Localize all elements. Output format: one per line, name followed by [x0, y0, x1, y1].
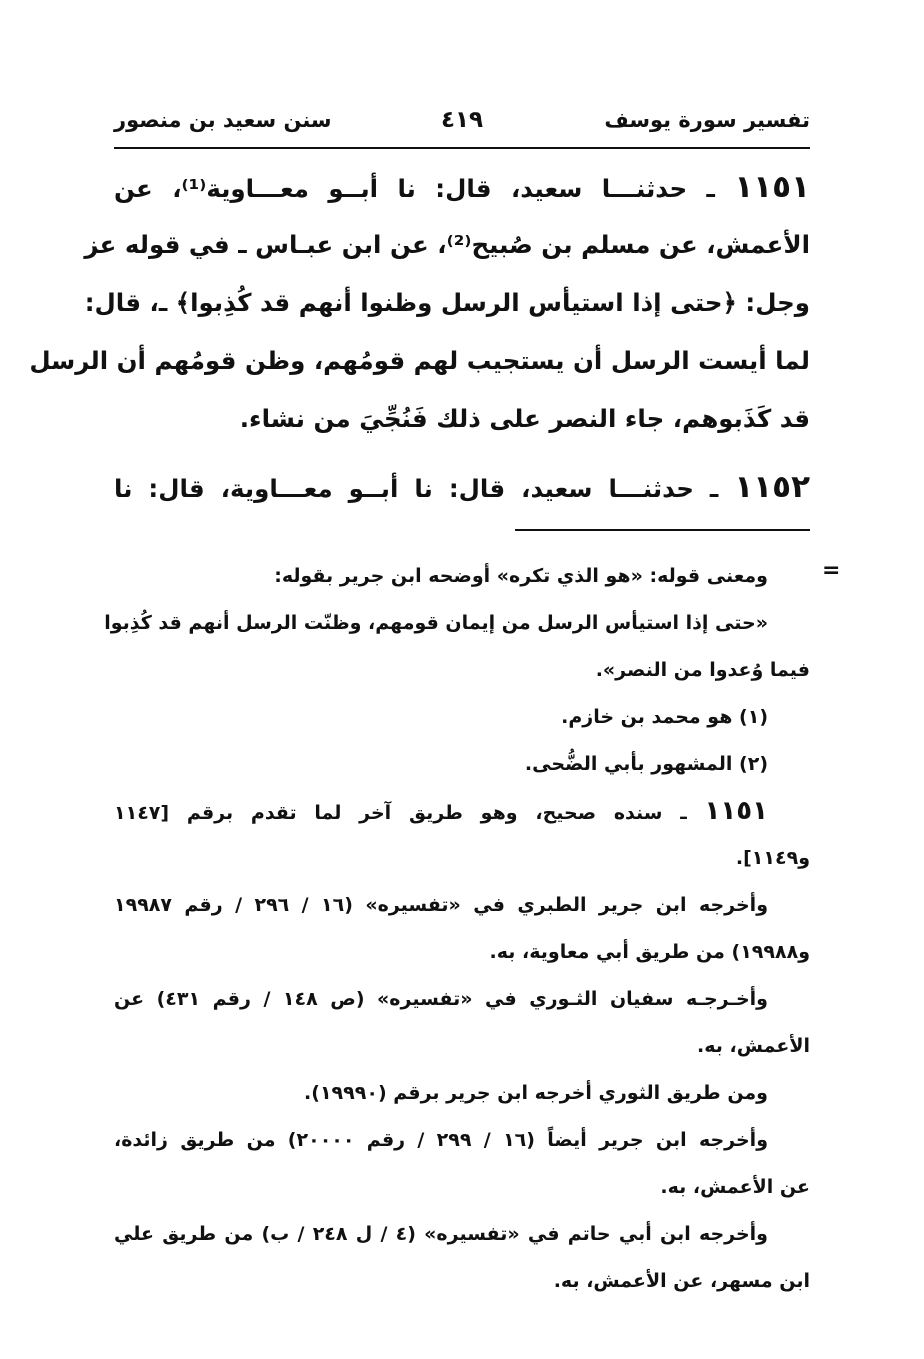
footnote-line: ابن مسهر، عن الأعمش، به. — [553, 1270, 810, 1292]
hadith-1152 — [114, 458, 810, 516]
commentary-hadith-number: ١١٥١ — [704, 796, 768, 826]
footnote-line: وأخرجه ابن أبي حاتم في «تفسيره» (٤ / ل ٢٤٨ / ب) من طريق علي — [114, 1223, 768, 1245]
header-book-title: سنن سعيد بن منصور — [114, 108, 332, 132]
main-text — [29, 158, 810, 516]
footnote-line: وأخرجه ابن جرير الطبري في «تفسيره» (١٦ / ٢٩٦ / رقم ١٩٩٨٧ — [114, 894, 768, 916]
main-line-text: ـ حدثنـــا سعيد، قال: نا أبــو معـــاوية⁽¹⁾، عن — [114, 174, 715, 203]
footnote-line: (١) هو محمد بن خازم. — [561, 706, 768, 728]
footnote-line: (٢) المشهور بأبي الضُّحى. — [524, 753, 768, 775]
hadith-number: ١١٥٢ — [734, 469, 810, 505]
main-line: الأعمش، عن مسلم بن صُبيح⁽²⁾، عن ابن عبـاس ـ في قوله عز — [84, 230, 810, 259]
hadith-1151 — [29, 158, 810, 448]
page-number: ٤١٩ — [440, 107, 484, 133]
footnote-line: و١٩٩٨٨) من طريق أبي معاوية، به. — [489, 941, 810, 963]
main-line: قد كَذَبوهم، جاء النصر على ذلك فَنُجِّيَ من نشاء. — [239, 404, 810, 433]
main-line: لما أيست الرسل أن يستجيب لهم قومُهم، وظن قومُهم أن الرسل — [29, 346, 810, 375]
footnote-line: و١١٤٩]. — [735, 847, 810, 869]
footnote-line: الأعمش، به. — [697, 1035, 810, 1057]
main-line — [114, 158, 810, 216]
footnote-line: عن الأعمش، به. — [660, 1176, 810, 1198]
main-line: وجل: ﴿حتى إذا استيأس الرسل وظنوا أنهم قد كُذِبوا﴾ ـ، قال: — [84, 288, 810, 317]
footnote-line: ومن طريق الثوري أخرجه ابن جرير برقم (١٩٩٩٠). — [304, 1082, 768, 1104]
main-line-text: ـ حدثنـــا سعيد، قال: نا أبــو معـــاوية، قال: نا — [114, 474, 719, 503]
running-header — [114, 100, 810, 140]
hadith-number: ١١٥١ — [734, 169, 810, 205]
footnote-line: فيما وُعدوا من النصر». — [595, 659, 810, 681]
header-divider — [114, 147, 810, 149]
footnote-line: «حتى إذا استيأس الرسل من إيمان قومهم، وظنّت الرسل أنهم قد كُذِبوا — [104, 612, 768, 634]
footnote-line: وأخرجه ابن جرير أيضاً (١٦ / ٢٩٩ / رقم ٢٠٠٠٠) من طريق زائدة، — [114, 1129, 769, 1151]
header-chapter-title: تفسير سورة يوسف — [604, 108, 810, 132]
footnote-separator — [515, 529, 810, 531]
footnote-line — [114, 788, 810, 835]
main-line — [114, 458, 810, 516]
footnotes — [104, 553, 810, 1305]
footnote-line-text: ـ سنده صحيح، وهو طريق آخر لما تقدم برقم [١١٤٧ — [114, 802, 687, 824]
footnote-line: ومعنى قوله: «هو الذي تكره» أوضحه ابن جرير بقوله: — [274, 565, 768, 587]
footnote-line: وأخـرجـه سفيان الثـوري في «تفسيره» (ص ١٤٨ / رقم ٤٣١) عن — [114, 988, 768, 1010]
continuation-mark: = — [822, 558, 841, 583]
